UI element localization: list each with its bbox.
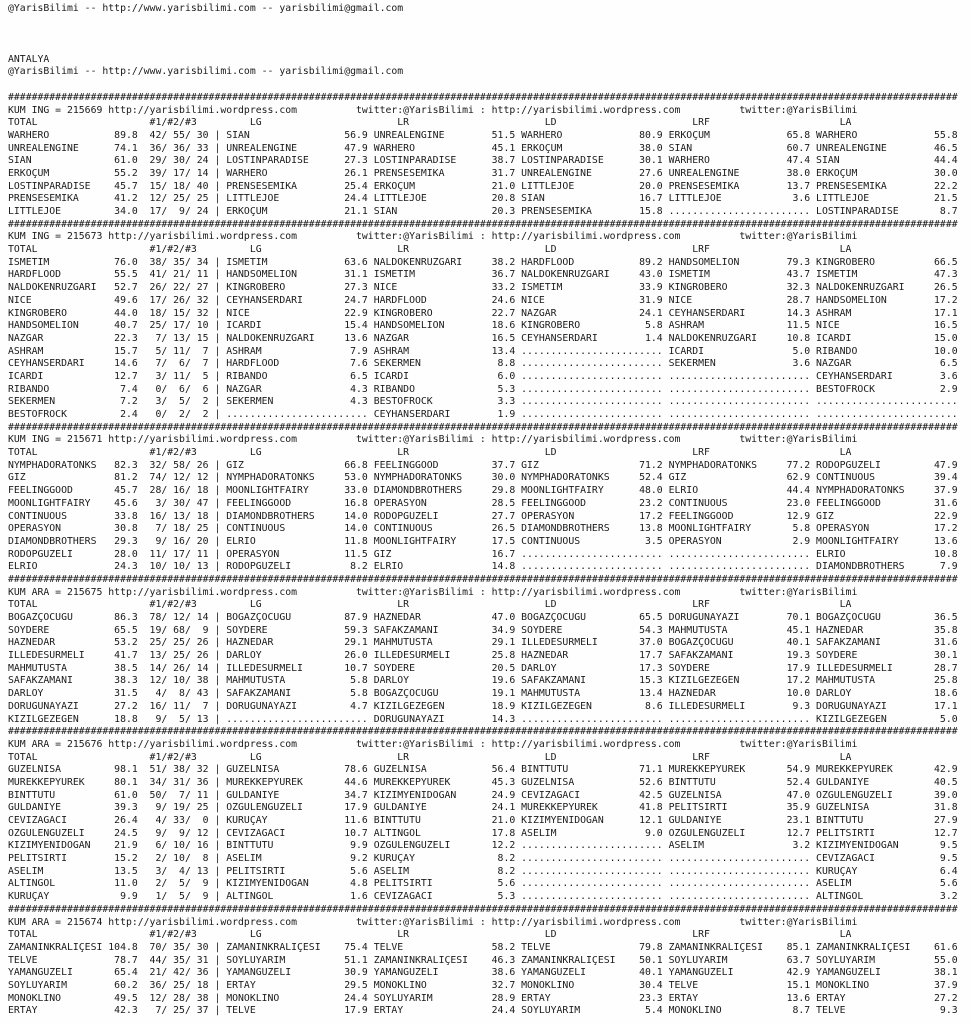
horse-row: BOGAZÇOCUGU 86.3 78/ 12/ 14 | BOGAZÇOCUGU 87.9 HAZNEDAR 47.0 BOGAZÇOCUGU 65.5 DORUGUNAYAZI 70.1 BOGAZÇOCUGU 36.5 [8,612,958,623]
horse-row: OPERASYON 30.8 7/ 18/ 25 | CONTINUOUS 14.0 CONTINUOUS 26.5 DIAMONDBROTHERS 13.8 MOONLIGHTFAIRY 5.8 OPERASYON 17.2 [8,523,958,535]
horse-row: KURUÇAY 9.9 1/ 5/ 9 | ALTINGÖL 1.6 CEVIZAGACI 5.3 ........................ ........................ ALTINGÖL 3.2 [8,891,958,903]
blank-line [8,79,971,92]
section-separator: ################################################################################################################################################################# [8,573,958,585]
horse-row: ALTINGÖL 11.0 2/ 5/ 9 | KIZIMYENIDOGAN 4.8 PELITSIRTI 5.6 ........................ ........................ ASELIM 5.6 [8,878,958,890]
section-title-line: KUM ING = 215671 http://yarisbilimi.wordpress.com twitter:@YarisBilimi : http://yarisbilimi.wordpress.com twitter:@YarisBilimi [8,434,858,446]
horse-row: MOONLIGHTFAIRY 45.6 3/ 30/ 47 | FEELINGGOOD 16.8 OPERASYON 28.5 FEELINGGOOD 23.2 CONTINUOUS 23.0 FEELINGGOOD 31.6 [8,497,958,509]
column-header-line: TOTAL #1/#2/#3 LG LR LD LRF LA [8,447,852,459]
race-sections [8,92,971,1018]
horse-row: ERKOÇUM 55.2 39/ 17/ 14 | WARHERO 26.1 PRENSESEMIKA 31.7 UNREALENGINE 27.6 UNREALENGINE 38.0 ERKOÇUM 30.0 [8,167,958,179]
horse-row: DARLÖY 31.5 4/ 8/ 43 | SAFAKZAMANI 5.8 BOGAZÇOCUGU 19.1 MAHMUTUSTA 13.4 HAZNEDAR 10.0 DARLÖY 18.6 [8,688,958,700]
horse-row: ASHRAM 15.7 5/ 11/ 7 | ASHRAM 7.9 ASHRAM 13.4 ........................ ICARDI 5.0 RIBANDO 10.0 [8,345,958,357]
horse-row: NAZGAR 22.3 7/ 13/ 15 | NALDÖKENRÜZGARI 13.6 NAZGAR 16.5 CEYHANSERDARI 1.4 NALDÖKENRÜZGARI 10.8 ICARDI 15.0 [8,332,958,344]
horse-row: MONOKLINO 49.5 12/ 28/ 38 | MONOKLINO 24.4 SOYLUYARIM 28.9 ERTAY 23.3 ERTAY 13.6 ERTAY 27.2 [8,992,958,1004]
section-separator: ################################################################################################################################################################# [8,903,958,915]
contact-line: @YarisBilimi -- http://www.yarisbilimi.com -- yarisbilimi@gmail.com [8,3,404,14]
section-separator: ################################################################################################################################################################# [8,726,958,738]
horse-row: DIAMONDBROTHERS 29.3 9/ 16/ 20 | ELRIO 11.8 MOONLIGHTFAIRY 17.5 CONTINUOUS 3.5 OPERASYON 2.9 MOONLIGHTFAIRY 13.6 [8,535,958,547]
horse-row: GÜLDANIYE 39.3 9/ 19/ 25 | ÖZGÜLENGÜZELI 17.9 GÜLDANIYE 24.1 MÜREKKEPYÜREK 41.8 PELITSIRTI 35.9 GÜZELNISA 31.8 [8,802,958,814]
horse-row: LOSTINPARADISE 45.7 15/ 18/ 40 | PRENSESEMIKA 25.4 ERKOÇUM 21.0 LITTLEJOE 20.0 PRENSESEMIKA 13.7 PRENSESEMIKA 22.2 [8,180,958,192]
column-header-line: TOTAL #1/#2/#3 LG LR LD LRF LA [8,117,852,129]
section-title-line: KUM ING = 215673 http://yarisbilimi.wordpress.com twitter:@YarisBilimi : http://yarisbilimi.wordpress.com twitter:@YarisBilimi [8,231,858,243]
horse-row: KINGROBERO 44.0 18/ 15/ 32 | NICE 22.9 KINGROBERO 22.7 NAZGAR 24.1 CEYHANSERDARI 14.3 ASHRAM 17.1 [8,307,958,319]
section-separator: ################################################################################################################################################################# [8,91,958,103]
horse-row: NICE 49.6 17/ 26/ 32 | CEYHANSERDARI 24.7 HARDFLOOD 24.6 NICE 31.9 NICE 28.7 HANDSOMELION 17.2 [8,294,958,306]
horse-row: GÜZELNISA 98.1 51/ 38/ 32 | GÜZELNISA 78.6 GÜZELNISA 56.4 BINTTUTU 71.1 MÜREKKEPYÜREK 54.9 MÜREKKEPYÜREK 42.9 [8,764,958,776]
blank-line [8,16,971,29]
horse-row: KIZIMYENIDOGAN 21.9 6/ 10/ 16 | BINTTUTU 9.9 ÖZGÜLENGÜZELI 12.2 ........................ ASELIM 3.2 KIZIMYENIDOGAN 9.5 [8,840,958,852]
horse-row: SOYLUYARIM 60.2 36/ 25/ 18 | ERTAY 29.5 MONOKLINO 32.7 MONOKLINO 30.4 TELVE 15.1 MONOKLINO 37.9 [8,979,958,991]
horse-row: ILLEDESÜRMELI 41.7 13/ 25/ 26 | DARLÖY 26.0 ILLEDESÜRMELI 25.8 HAZNEDAR 17.7 SAFAKZAMANI 19.3 SOYDERE 30.1 [8,650,958,662]
blank-line [8,28,971,41]
horse-row: NYMPHADORATONKS 82.3 32/ 58/ 26 | GIZ 66.8 FEELINGGOOD 37.7 GIZ 71.2 NYMPHADORATONKS 77.2 RODOPGÜZELI 47.9 [8,459,958,471]
horse-row: SIAN 61.0 29/ 30/ 24 | LOSTINPARADISE 27.3 LOSTINPARADISE 38.7 LOSTINPARADISE 30.1 WARHERO 47.4 SIAN 44.4 [8,155,958,167]
section-title-line: KUM ARA = 215674 http://yarisbilimi.wordpress.com twitter:@YarisBilimi : http://yarisbilimi.wordpress.com twitter:@YarisBilimi [8,916,858,928]
horse-row: MAHMUTUSTA 38.5 14/ 26/ 14 | ILLEDESÜRMELI 10.7 SOYDERE 20.5 DARLÖY 17.3 SOYDERE 17.9 ILLEDESÜRMELI 28.7 [8,662,958,674]
section-title-line: KUM ARA = 215675 http://yarisbilimi.wordpress.com twitter:@YarisBilimi : http://yarisbilimi.wordpress.com twitter:@YarisBilimi [8,586,858,598]
horse-row: ÖZGÜLENGÜZELI 24.5 9/ 9/ 12 | CEVIZAGACI 10.7 ALTINGÖL 17.8 ASELIM 9.0 ÖZGÜLENGÜZELI 12.7 PELITSIRTI 12.7 [8,827,958,839]
section-title-line: KUM ARA = 215676 http://yarisbilimi.wordpress.com twitter:@YarisBilimi : http://yarisbilimi.wordpress.com twitter:@YarisBilimi [8,738,858,750]
horse-row: TELVE 78.7 44/ 35/ 31 | SOYLUYARIM 51.1 ZAMANINKRALIÇESI 46.3 ZAMANINKRALIÇESI 50.1 SOYLUYARIM 63.7 SOYLUYARIM 55.0 [8,954,958,966]
horse-row: WARHERO 89.8 42/ 55/ 30 | SIAN 56.9 UNREALENGINE 51.5 WARHERO 80.9 ERKOÇUM 65.8 WARHERO 55.8 [8,129,958,141]
report-preamble [8,3,971,92]
horse-row: RIBANDO 7.4 0/ 6/ 6 | NAZGAR 4.3 RIBANDO 5.3 ........................ ........................ BESTOFROCK 2.9 [8,383,958,395]
horse-row: CEYHANSERDARI 14.6 7/ 6/ 7 | HARDFLOOD 7.6 SEKERMEN 8.8 ........................ SEKERMEN 3.6 NAZGAR 6.5 [8,358,958,370]
column-header-line: TOTAL #1/#2/#3 LG LR LD LRF LA [8,244,852,256]
horse-row: BESTOFROCK 2.4 0/ 2/ 2 | ........................ CEYHANSERDARI 1.9 ........................ ........................ ........................ [8,409,958,420]
section-separator: ################################################################################################################################################################# [8,218,958,230]
contact-line: @YarisBilimi -- http://www.yarisbilimi.com -- yarisbilimi@gmail.com [8,66,404,78]
horse-row: RODOPGÜZELI 28.0 11/ 17/ 11 | OPERASYON 11.5 GIZ 16.7 ........................ ........................ ELRIO 10.8 [8,548,958,560]
horse-row: GIZ 81.2 74/ 12/ 12 | NYMPHADORATONKS 53.0 NYMPHADORATONKS 30.0 NYMPHADORATONKS 52.4 GIZ 62.9 CONTINUOUS 39.4 [8,472,958,484]
section-separator: ################################################################################################################################################################# [8,421,958,433]
column-header-line: TOTAL #1/#2/#3 LG LR LD LRF LA [8,929,852,941]
horse-row: PELITSIRTI 15.2 2/ 10/ 8 | ASELIM 9.2 KURUÇAY 8.2 ........................ ........................ CEVIZAGACI 9.5 [8,853,958,865]
horse-row: MÜREKKEPYÜREK 80.1 34/ 31/ 36 | MÜREKKEPYÜREK 44.6 MÜREKKEPYÜREK 45.3 GÜZELNISA 52.6 BINTTUTU 52.4 GÜLDANIYE 40.5 [8,776,958,788]
horse-row: ICARDI 12.7 3/ 11/ 5 | RIBANDO 6.5 ICARDI 6.0 ........................ ........................ CEYHANSERDARI 3.6 [8,370,958,382]
horse-row: HANDSOMELION 40.7 25/ 17/ 10 | ICARDI 15.4 HANDSOMELION 18.6 KINGROBERO 5.8 ASHRAM 11.5 NICE 16.5 [8,320,958,332]
horse-row: ISMETIM 76.0 38/ 35/ 34 | ISMETIM 63.6 NALDÖKENRÜZGARI 38.2 HARDFLOOD 89.2 HANDSOMELION 79.3 KINGROBERO 66.5 [8,256,958,268]
horse-row: ERTAY 42.3 7/ 25/ 37 | TELVE 17.9 ERTAY 24.4 SOYLUYARIM 5.4 MONOKLINO 8.7 TELVE 9.3 [8,1005,958,1017]
venue-title: ANTALYA [8,53,50,65]
horse-row: BINTTUTU 61.0 50/ 7/ 11 | GÜLDANIYE 34.7 KIZIMYENIDOGAN 24.9 CEVIZAGACI 42.5 GÜZELNISA 47.0 ÖZGÜLENGÜZELI 39.0 [8,789,958,801]
horse-row: HAZNEDAR 53.2 25/ 25/ 26 | HAZNEDAR 29.1 MAHMUTUSTA 29.1 ILLEDESÜRMELI 37.0 BOGAZÇOCUGU 40.1 SAFAKZAMANI 31.6 [8,637,958,649]
horse-row: SOYDERE 65.5 19/ 68/ 9 | SOYDERE 59.3 SAFAKZAMANI 34.9 SOYDERE 54.3 MAHMUTUSTA 45.1 HAZNEDAR 35.8 [8,624,958,636]
horse-row: ASELIM 13.5 3/ 4/ 13 | PELITSIRTI 5.6 ASELIM 8.2 ........................ ........................ KURUÇAY 6.4 [8,865,958,877]
blank-line [8,41,971,54]
horse-row: ELRIO 24.3 10/ 10/ 13 | RODOPGÜZELI 8.2 ELRIO 14.8 ........................ ........................ DIAMONDBROTHERS 7.9 [8,561,958,573]
horse-row: YAMANGÜZELI 65.4 21/ 42/ 36 | YAMANGÜZELI 30.9 YAMANGÜZELI 38.6 YAMANGÜZELI 40.1 YAMANGÜZELI 42.9 YAMANGÜZELI 38.1 [8,967,958,979]
horse-row: ZAMANINKRALIÇESI 104.8 70/ 35/ 30 | ZAMANINKRALIÇESI 75.4 TELVE 58.2 TELVE 79.8 ZAMANINKRALIÇESI 85.1 ZAMANINKRALIÇESI 61.6 [8,941,958,953]
horse-row: SAFAKZAMANI 38.3 12/ 10/ 38 | MAHMUTUSTA 5.8 DARLÖY 19.6 SAFAKZAMANI 15.3 KIZILGEZEGEN 17.2 MAHMUTUSTA 25.8 [8,675,958,687]
column-header-line: TOTAL #1/#2/#3 LG LR LD LRF LA [8,599,852,611]
horse-row: UNREALENGINE 74.1 36/ 36/ 33 | UNREALENGINE 47.9 WARHERO 45.1 ERKOÇUM 38.0 SIAN 60.7 UNREALENGINE 46.5 [8,142,958,154]
horse-row: CEVIZAGACI 26.4 4/ 33/ 0 | KURUÇAY 11.6 BINTTUTU 21.0 KIZIMYENIDOGAN 12.1 GÜLDANIYE 23.1 BINTTUTU 27.9 [8,815,958,826]
horse-row: KIZILGEZEGEN 18.8 9/ 5/ 13 | ........................ DORUGUNAYAZI 14.3 ........................ ........................ KIZILGEZEGEN 5.0 [8,713,958,725]
section-title-line: KUM ING = 215669 http://yarisbilimi.wordpress.com twitter:@YarisBilimi : http://yarisbilimi.wordpress.com twitter:@YarisBilimi [8,104,858,116]
horse-row: NALDÖKENRÜZGARI 52.7 26/ 22/ 27 | KINGROBERO 27.3 NICE 33.2 ISMETIM 33.9 KINGROBERO 32.3 NALDÖKENRÜZGARI 26.5 [8,282,958,294]
column-header-line: TOTAL #1/#2/#3 LG LR LD LRF LA [8,751,852,763]
horse-row: SEKERMEN 7.2 3/ 5/ 2 | SEKERMEN 4.3 BESTOFROCK 3.3 ........................ ........................ ........................ [8,396,958,408]
horse-row: CONTINUOUS 33.8 16/ 13/ 18 | DIAMONDBROTHERS 14.0 RODOPGÜZELI 27.7 OPERASYON 17.2 FEELINGGOOD 12.9 GIZ 22.9 [8,510,958,522]
horse-row: HARDFLOOD 55.5 41/ 21/ 11 | HANDSOMELION 31.1 ISMETIM 36.7 NALDÖKENRÜZGARI 43.0 ISMETIM 43.7 ISMETIM 47.3 [8,269,958,281]
horse-row: LITTLEJOE 34.0 17/ 9/ 24 | ERKOÇUM 21.1 SIAN 20.3 PRENSESEMIKA 15.8 ........................ LOSTINPARADISE 8.7 [8,206,958,217]
horse-row: DORUGUNAYAZI 27.2 16/ 11/ 7 | DORUGUNAYAZI 4.7 KIZILGEZEGEN 18.9 KIZILGEZEGEN 8.6 ILLEDESÜRMELI 9.3 DORUGUNAYAZI 17.1 [8,700,958,712]
horse-row: PRENSESEMIKA 41.2 12/ 25/ 25 | LITTLEJOE 24.4 LITTLEJOE 20.8 SIAN 16.7 LITTLEJOE 3.6 LITTLEJOE 21.5 [8,193,958,205]
horse-row: FEELINGGOOD 45.7 28/ 16/ 18 | MOONLIGHTFAIRY 33.0 DIAMONDBROTHERS 29.8 MOONLIGHTFAIRY 48.0 ELRIO 44.4 NYMPHADORATONKS 37.9 [8,485,958,497]
